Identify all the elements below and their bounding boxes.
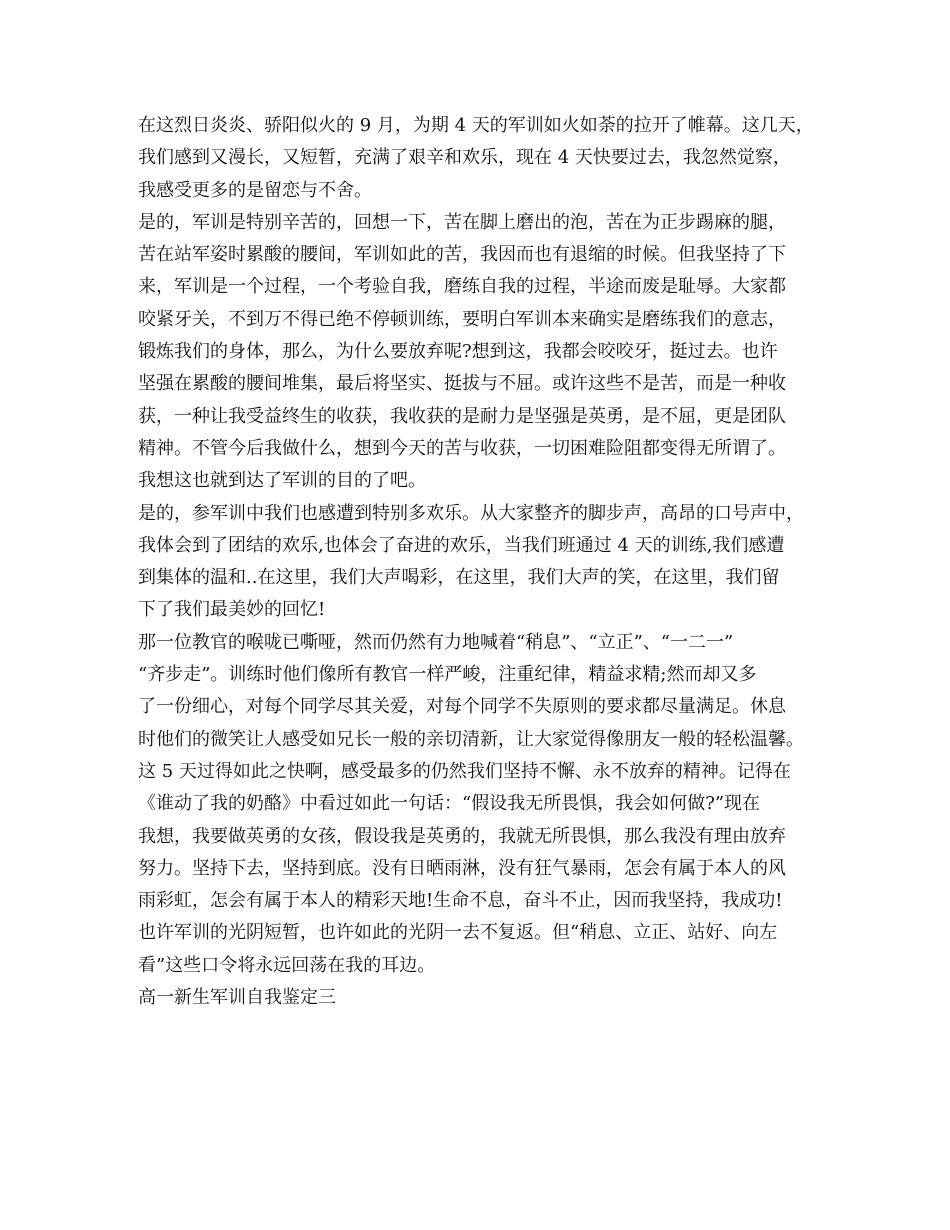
text-line: 苦在站军姿时累酸的腰间，军训如此的苦，我因而也有退缩的时候。但我坚持了下 <box>138 244 786 266</box>
text-line: 是的，军训是特别辛苦的，回想一下，苦在脚上磨出的泡，苦在为正步踢麻的腿， <box>138 211 786 233</box>
text-line: 了一份细心，对每个同学尽其关爱，对每个同学不失原则的要求都尽量满足。休息 <box>138 696 786 718</box>
text-line: 努力。坚持下去，坚持到底。没有日晒雨淋，没有狂气暴雨，怎会有属于本人的风 <box>138 857 786 879</box>
text-line: 来，军训是一个过程，一个考验自我，磨练自我的过程，半途而废是耻辱。大家都 <box>138 276 786 298</box>
text-line: 咬紧牙关，不到万不得已绝不停顿训练，要明白军训本来确实是磨练我们的意志， <box>138 308 786 330</box>
text-line: “齐步走”。训练时他们像所有教官一样严峻，注重纪律，精益求精;然而却又多 <box>138 664 757 686</box>
text-line: 锻炼我们的身体，那么，为什么要放弃呢?想到这，我都会咬咬牙，挺过去。也许 <box>138 341 778 363</box>
text-line: 雨彩虹，怎会有属于本人的精彩天地!生命不息，奋斗不止，因而我坚持，我成功! <box>138 890 783 912</box>
text-line: 《谁动了我的奶酪》中看过如此一句话：“假设我无所畏惧，我会如何做?”现在 <box>138 793 761 815</box>
text-line: 这 5 天过得如此之快啊，感受最多的仍然我们坚持不懈、永不放弃的精神。记得在 <box>138 760 791 782</box>
text-line: 我感受更多的是留恋与不舍。 <box>138 179 372 201</box>
text-line: 是的，参军训中我们也感遭到特别多欢乐。从大家整齐的脚步声，高昂的口号声中， <box>138 502 804 524</box>
text-line: 获，一种让我受益终生的收获，我收获的是耐力是坚强是英勇，是不屈，更是团队 <box>138 405 786 427</box>
section-heading: 高一新生军训自我鉴定三 <box>138 987 336 1009</box>
text-line: 也许军训的光阴短暂，也许如此的光阴一去不复返。但“稍息、立正、站好、向左 <box>138 922 778 944</box>
text-line: 我体会到了团结的欢乐,也体会了奋进的欢乐，当我们班通过 4 天的训练,我们感遭 <box>138 534 785 556</box>
text-line: 精神。不管今后我做什么，想到今天的苦与收获，一切困难险阻都变得无所谓了。 <box>138 437 786 459</box>
text-line: 我们感到又漫长，又短暂，充满了艰辛和欢乐，现在 4 天快要过去，我忽然觉察， <box>138 147 791 169</box>
text-line: 我想这也就到达了军训的目的了吧。 <box>138 470 426 492</box>
text-line: 坚强在累酸的腰间堆集，最后将坚实、挺拔与不屈。或许这些不是苦，而是一种收 <box>138 373 786 395</box>
text-line: 时他们的微笑让人感受如兄长一般的亲切清新，让大家觉得像朋友一般的轻松温馨。 <box>138 728 804 750</box>
document-body <box>138 110 828 1014</box>
text-line: 那一位教官的喉咙已嘶哑，然而仍然有力地喊着“稍息”、“立正”、“一二一” <box>138 631 734 653</box>
text-line: 在这烈日炎炎、骄阳似火的 9 月，为期 4 天的军训如火如荼的拉开了帷幕。这几天， <box>138 115 814 136</box>
text-line: 我想，我要做英勇的女孩，假设我是英勇的，我就无所畏惧，那么我没有理由放弃 <box>138 825 786 847</box>
text-line: 下了我们最美妙的回忆! <box>138 599 326 621</box>
text-line: 到集体的温和..在这里，我们大声喝彩，在这里，我们大声的笑，在这里，我们留 <box>138 567 780 589</box>
text-line: 看”这些口令将永远回荡在我的耳边。 <box>138 954 436 976</box>
